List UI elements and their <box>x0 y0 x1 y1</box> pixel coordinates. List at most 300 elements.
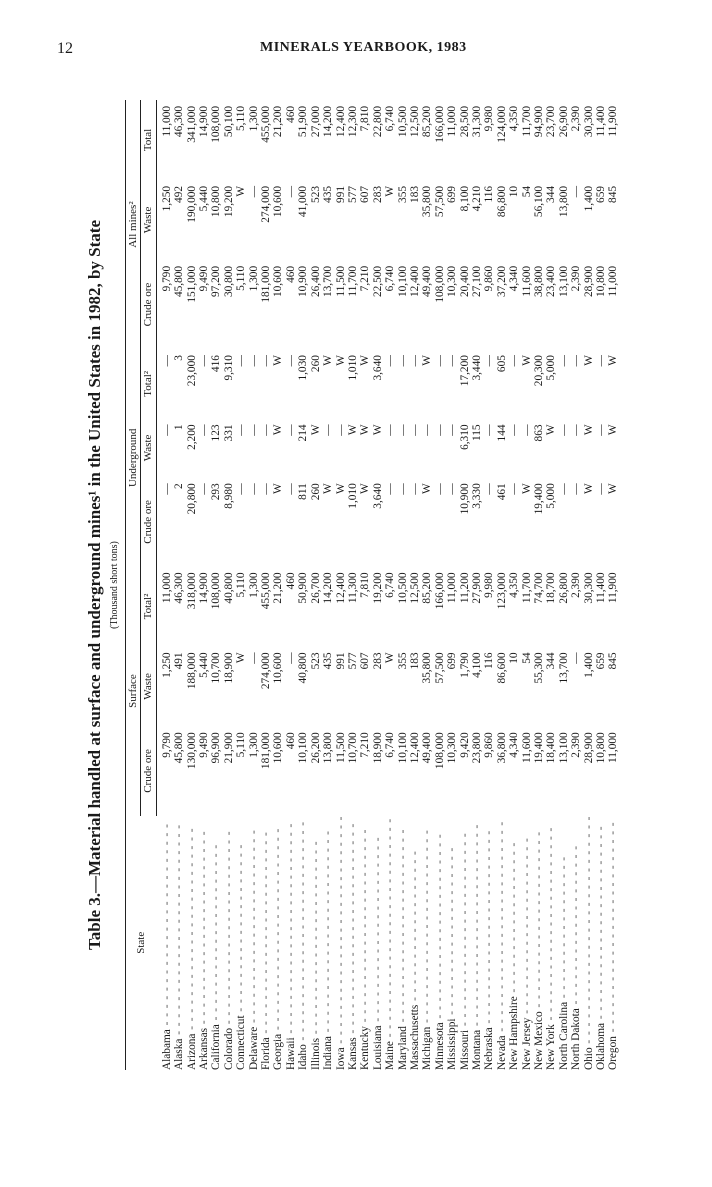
value-cell: 1,010 <box>346 483 359 509</box>
value-cell: — <box>446 424 459 436</box>
value-cell: — <box>260 355 273 367</box>
table-row <box>322 100 334 1070</box>
state-name: North Carolina <box>557 1001 570 1070</box>
value-cell: 124,000 <box>495 106 508 143</box>
state-cell <box>322 816 334 1070</box>
state-cell <box>260 816 272 1070</box>
value-cell: 1,030 <box>297 355 310 381</box>
value-cell: 9,310 <box>222 355 235 381</box>
state-name: Connecticut <box>235 1015 248 1070</box>
value-cell: 116 <box>483 652 496 669</box>
leader-dots: - - - - - - - - - - - - - - - - - - - - - - - - - - <box>384 817 397 1042</box>
leader-dots: - - - - - - - - - - - - - - - - - - - - - <box>520 837 533 1018</box>
value-cell: 144 <box>495 424 508 442</box>
leader-dots: - - - - - - - - - - - - - - - - - - - - - - - - - <box>284 822 297 1038</box>
value-cell: 12,400 <box>408 265 421 297</box>
value-cell: 455,000 <box>260 572 273 610</box>
state-name: Arizona <box>185 1033 198 1070</box>
value-cell: 991 <box>334 185 347 203</box>
state-name: Nebraska <box>483 1027 496 1070</box>
value-cell: 26,700 <box>309 572 322 604</box>
value-cell: 10 <box>508 652 521 664</box>
value-cell: 11,900 <box>607 106 620 137</box>
value-cell: 1,790 <box>458 652 471 678</box>
value-cell: 10,600 <box>272 732 285 764</box>
value-cell: 5,110 <box>235 265 248 291</box>
value-cell: 492 <box>173 185 186 203</box>
leader-dots: - - - - - - - - - - - - - - - - - - - - - - - - - <box>495 820 508 1036</box>
value-cell: 293 <box>210 483 223 501</box>
value-cell: — <box>160 355 173 367</box>
value-cell: 21,900 <box>222 732 235 764</box>
state-cell <box>335 816 347 1070</box>
value-cell: 11,900 <box>607 572 620 604</box>
state-name: New York <box>545 1024 558 1070</box>
value-cell: 10,700 <box>210 652 223 684</box>
value-cell: 2,390 <box>570 732 583 758</box>
value-cell: 318,000 <box>185 572 198 610</box>
value-cell: 10 <box>508 185 521 198</box>
value-cell: 20,300 <box>533 355 545 387</box>
state-cell <box>607 816 619 1070</box>
value-cell: 699 <box>446 652 459 670</box>
value-cell: — <box>247 424 260 436</box>
value-cell: 188,000 <box>185 652 198 690</box>
state-cell <box>248 816 260 1070</box>
value-cell: — <box>570 185 583 198</box>
value-cell: — <box>235 355 248 367</box>
value-cell: 214 <box>297 424 310 442</box>
value-cell: W <box>421 483 434 494</box>
value-cell: 5,110 <box>235 572 248 598</box>
value-cell: 10,100 <box>396 732 409 764</box>
value-cell: 9,420 <box>458 732 471 758</box>
value-cell: 5,000 <box>545 355 558 381</box>
table-row <box>483 100 495 1070</box>
value-cell: W <box>371 424 384 436</box>
value-cell: 26,800 <box>557 572 570 604</box>
value-cell: 85,200 <box>421 572 434 604</box>
state-name: New Jersey <box>520 1017 533 1070</box>
value-cell: 28,500 <box>458 106 471 138</box>
table-title: Table 3.—Material handled at surface and underground mines¹ in the United States in 1982, by State <box>85 219 104 951</box>
leader-dots: - - - - - - - - - - - - - - - - - - - - - - - - <box>470 823 483 1030</box>
value-cell: 57,500 <box>433 652 446 684</box>
leader-dots: - - - - - - - - - - - - - - - - - - - - - - - - <box>160 823 173 1030</box>
rotated-table-block <box>85 100 665 1070</box>
state-cell <box>210 816 222 1070</box>
leader-dots: - - - - - - - - - - - - - - - - - - - - - - - <box>198 830 211 1028</box>
value-cell: 607 <box>359 652 372 670</box>
state-name: Oklahoma <box>595 1022 608 1070</box>
value-cell: 9,790 <box>160 265 173 292</box>
value-cell: 36,800 <box>495 732 508 764</box>
state-cell <box>397 816 409 1070</box>
table-row <box>545 100 557 1070</box>
value-cell: 1,300 <box>247 572 260 598</box>
value-cell: 1,250 <box>160 652 173 678</box>
state-cell <box>508 816 520 1070</box>
value-cell: 19,200 <box>222 185 235 218</box>
state-cell <box>483 816 495 1070</box>
value-cell: 22,800 <box>371 106 384 138</box>
value-cell: — <box>247 483 260 495</box>
value-cell: 460 <box>284 732 297 750</box>
value-cell: 7,810 <box>359 572 372 598</box>
value-cell: 10,300 <box>446 732 459 764</box>
value-cell: — <box>384 424 397 436</box>
all-mines-header: All mines² <box>126 100 141 349</box>
state-cell <box>310 816 322 1070</box>
leader-dots: - - - - - - - - - - - - - - - - - - - - - - - <box>309 840 322 1038</box>
value-cell: — <box>396 355 409 367</box>
value-cell: 12,500 <box>408 106 421 138</box>
value-cell: W <box>520 483 533 494</box>
leader-dots: - - - - - - - - - - - - - - - - - - - - - - - - - <box>346 822 359 1038</box>
value-cell: 8,100 <box>458 185 471 212</box>
state-cell <box>186 816 198 1070</box>
value-cell: — <box>198 483 211 495</box>
value-cell: 455,000 <box>260 106 273 143</box>
table-row <box>471 100 483 1070</box>
value-cell: 435 <box>322 185 335 203</box>
table-subtitle: (Thousand short tons) <box>109 541 120 629</box>
state-cell <box>570 816 582 1070</box>
state-cell <box>372 816 384 1070</box>
value-cell: — <box>557 355 570 367</box>
value-cell: 57,500 <box>433 185 446 218</box>
state-name: Kansas <box>346 1037 359 1070</box>
value-cell: 108,000 <box>433 732 446 770</box>
value-cell: W <box>582 424 595 436</box>
value-cell: 10,500 <box>396 572 409 604</box>
value-cell: 460 <box>284 265 297 283</box>
value-cell: — <box>483 483 496 495</box>
value-cell: 54 <box>520 185 533 198</box>
value-cell: 11,700 <box>520 572 533 604</box>
value-cell: W <box>272 355 285 366</box>
value-cell: 491 <box>173 652 186 670</box>
value-cell: 108,000 <box>210 106 223 143</box>
value-cell: — <box>557 424 570 436</box>
value-cell: 27,900 <box>470 572 483 604</box>
table-row <box>335 100 347 1070</box>
value-cell: 11,000 <box>607 732 620 763</box>
value-cell: 20,400 <box>458 265 471 297</box>
value-cell: 331 <box>222 424 235 442</box>
state-cell <box>459 816 471 1070</box>
value-cell: 14,200 <box>322 106 335 138</box>
value-cell: 50,900 <box>297 572 310 604</box>
value-cell: 19,400 <box>533 483 545 515</box>
value-cell: — <box>570 483 583 495</box>
state-cell <box>471 816 483 1070</box>
leader-dots: - - - - - - - - - - - - - - - - - - - - - - - <box>595 825 608 1023</box>
table-row <box>310 100 322 1070</box>
table-row <box>347 100 359 1070</box>
state-cell <box>359 816 371 1070</box>
leader-dots: - - - - - - - - - - - - - - - - - - - - - - <box>371 836 384 1026</box>
value-cell: 1,250 <box>160 185 173 212</box>
value-cell: 96,900 <box>210 732 223 764</box>
value-cell: — <box>160 424 173 436</box>
value-cell: 2,390 <box>570 106 583 132</box>
state-name: Iowa <box>334 1047 347 1070</box>
value-cell: 31,300 <box>470 106 483 138</box>
value-cell: — <box>235 424 248 436</box>
leader-dots: - - - - - - - - - - - - - - - - - - <box>508 841 521 997</box>
table-row <box>198 100 210 1070</box>
value-cell: 23,700 <box>545 106 558 138</box>
value-cell: 97,200 <box>210 265 223 297</box>
value-cell: 6,740 <box>384 265 397 292</box>
value-cell: 13,800 <box>322 732 335 764</box>
value-cell: W <box>272 424 285 436</box>
value-cell: — <box>595 424 608 436</box>
state-name: Ohio <box>582 1047 595 1070</box>
value-cell: 10,100 <box>396 265 409 297</box>
table-row <box>272 100 284 1070</box>
value-cell: — <box>570 424 583 436</box>
leader-dots: - - - - - - - - - - - - - - - - - - - - - - - <box>545 826 558 1025</box>
table-row <box>260 100 272 1070</box>
value-cell: 5,440 <box>198 652 211 678</box>
running-head: MINERALS YEARBOOK, 1983 <box>260 40 467 55</box>
leader-dots: - - - - - - - - - - - - - - - - - - - - - - - - <box>272 827 285 1034</box>
value-cell: W <box>235 185 248 197</box>
value-cell: — <box>198 424 211 436</box>
table-row <box>248 100 260 1070</box>
all-crude-ore-header: Crude ore <box>141 260 156 349</box>
value-cell: 51,900 <box>297 106 310 138</box>
value-cell: 14,200 <box>322 572 335 604</box>
state-cell <box>223 816 235 1070</box>
value-cell: — <box>508 355 521 367</box>
value-cell: W <box>346 424 359 436</box>
value-cell: W <box>545 424 558 436</box>
all-waste-header: Waste <box>141 180 156 260</box>
value-cell: 344 <box>545 185 558 203</box>
value-cell: 12,300 <box>346 106 359 138</box>
value-cell: 12,400 <box>334 106 347 138</box>
value-cell: 863 <box>533 424 545 442</box>
value-cell: — <box>595 483 608 495</box>
value-cell: — <box>198 355 211 367</box>
surface-header: Surface <box>126 567 141 816</box>
leader-dots: - - - - - - - - - - - - - - - - - - - - <box>446 846 459 1019</box>
value-cell: W <box>334 483 347 494</box>
value-cell: W <box>359 355 372 366</box>
value-cell: 274,000 <box>260 652 273 690</box>
value-cell: 12,400 <box>334 572 347 604</box>
value-cell: — <box>260 483 273 495</box>
surface-crude-ore-header: Crude ore <box>141 726 156 815</box>
value-cell: 10,900 <box>458 483 471 515</box>
state-name: Michigan <box>421 1026 434 1070</box>
table-row <box>459 100 471 1070</box>
value-cell: 4,340 <box>508 732 521 758</box>
value-cell: 605 <box>495 355 508 373</box>
value-cell: 1,300 <box>247 732 260 758</box>
value-cell: 45,800 <box>173 732 186 764</box>
value-cell: 13,700 <box>322 265 335 297</box>
value-cell: 23,800 <box>470 732 483 764</box>
surface-waste-header: Waste <box>141 646 156 726</box>
value-cell: 341,000 <box>185 106 198 143</box>
value-cell: 1,010 <box>346 355 359 381</box>
leader-dots: - - - - - - - - - - - - - - - - - - - - - <box>533 831 545 1012</box>
table-row <box>570 100 582 1070</box>
value-cell: 10,800 <box>595 265 608 297</box>
value-cell: 46,300 <box>173 572 186 604</box>
value-cell: 2 <box>173 483 186 489</box>
value-cell: — <box>260 424 273 436</box>
value-cell: 10,100 <box>297 732 310 764</box>
value-cell: 6,740 <box>384 572 397 598</box>
value-cell: — <box>396 483 409 495</box>
value-cell: 9,860 <box>483 265 496 292</box>
table-row <box>173 100 185 1070</box>
value-cell: 11,300 <box>346 572 359 604</box>
state-cell <box>446 816 458 1070</box>
value-cell: 699 <box>446 185 459 203</box>
surface-total-header: Total² <box>141 567 156 647</box>
value-cell: W <box>359 424 372 436</box>
value-cell: — <box>408 424 421 436</box>
value-cell: 11,000 <box>607 265 620 297</box>
value-cell: 1 <box>173 424 186 431</box>
value-cell: 13,800 <box>557 185 570 218</box>
table-row <box>558 100 570 1070</box>
value-cell: 26,400 <box>309 265 322 297</box>
state-name: Oregon <box>607 1036 620 1070</box>
value-cell: 74,700 <box>533 572 545 604</box>
leader-dots: - - - - - - - - - - - - - - - - - - - - <box>235 843 248 1016</box>
value-cell: 37,200 <box>495 265 508 297</box>
leader-dots: - - - - - - - - - - - - - - - - - - - - - - - - - - - <box>334 815 347 1048</box>
value-cell: 4,340 <box>508 265 521 292</box>
leader-dots: - - - - - - - - - - - - - - - - - - - - - - - <box>396 828 409 1027</box>
value-cell: 460 <box>284 106 297 123</box>
value-cell: 9,790 <box>160 732 173 758</box>
state-cell <box>235 816 247 1070</box>
value-cell: 28,900 <box>582 265 595 297</box>
state-name: Florida <box>260 1037 273 1070</box>
all-total-header: Total <box>141 100 156 180</box>
value-cell: 460 <box>284 572 297 590</box>
table-row <box>496 100 508 1070</box>
value-cell: 3,640 <box>371 483 384 509</box>
value-cell: 151,000 <box>185 265 198 303</box>
state-name: Nevada <box>495 1035 508 1070</box>
value-cell: 9,490 <box>198 732 211 758</box>
value-cell: W <box>607 355 620 366</box>
state-cell <box>496 816 508 1070</box>
table-row <box>297 100 309 1070</box>
value-cell: 181,000 <box>260 265 273 303</box>
underground-header: Underground <box>126 349 141 566</box>
state-cell <box>347 816 359 1070</box>
underground-total-header: Total² <box>141 349 156 418</box>
value-cell: 11,000 <box>446 106 459 137</box>
value-cell: 130,000 <box>185 732 198 770</box>
value-cell: 20,800 <box>185 483 198 515</box>
state-cell <box>384 816 396 1070</box>
value-cell: W <box>384 652 397 664</box>
material-handled-table <box>125 100 620 1070</box>
value-cell: 10,600 <box>272 185 285 218</box>
state-cell <box>198 816 210 1070</box>
value-cell: 3,640 <box>371 355 384 381</box>
value-cell: 40,800 <box>297 652 310 684</box>
value-cell: 19,200 <box>371 572 384 604</box>
leader-dots: - - - - - - - - - - - - - - - - - - - - - <box>210 843 223 1025</box>
state-name: Maine <box>384 1041 397 1070</box>
value-cell: — <box>384 483 397 495</box>
value-cell: 166,000 <box>433 106 446 143</box>
value-cell: 12,400 <box>408 732 421 764</box>
value-cell: 11,400 <box>595 106 608 137</box>
value-cell: 6,740 <box>384 106 397 132</box>
value-cell: 10,600 <box>272 652 285 684</box>
value-cell: 9,860 <box>483 732 496 758</box>
value-cell: — <box>483 355 496 367</box>
value-cell: 86,800 <box>495 185 508 218</box>
table-row <box>156 100 173 1070</box>
value-cell: 28,900 <box>582 732 595 764</box>
state-name: Georgia <box>272 1033 285 1070</box>
value-cell: 2,390 <box>570 265 583 292</box>
value-cell: 11,700 <box>520 106 533 137</box>
value-cell: 108,000 <box>433 265 446 303</box>
value-cell: 8,980 <box>222 483 235 509</box>
value-cell: 94,900 <box>533 106 545 138</box>
value-cell: 607 <box>359 185 372 203</box>
value-cell: 4,350 <box>508 106 521 132</box>
state-name: Montana <box>470 1029 483 1070</box>
state-name: Hawaii <box>284 1037 297 1070</box>
table-row <box>607 100 619 1070</box>
value-cell: 49,400 <box>421 732 434 764</box>
leader-dots: - - - - - - - - - - - - - - - - - - - - - - - <box>247 829 260 1027</box>
value-cell: 260 <box>309 483 322 501</box>
leader-dots: - - - - - - - - - - - - - - - - - - - - - - - <box>359 828 372 1027</box>
state-cell <box>545 816 557 1070</box>
value-cell: 577 <box>346 185 359 203</box>
value-cell: W <box>520 355 533 366</box>
state-name: Kentucky <box>359 1026 372 1070</box>
value-cell: 991 <box>334 652 347 670</box>
value-cell: — <box>483 424 496 436</box>
value-cell: W <box>359 483 372 494</box>
state-name: Illinois <box>309 1037 322 1070</box>
value-cell: 7,810 <box>359 106 372 132</box>
value-cell: 85,200 <box>421 106 434 138</box>
value-cell: W <box>272 483 285 494</box>
value-cell: W <box>322 355 335 366</box>
leader-dots: - - - - - - - - - - - - - - - - - <box>557 855 570 1002</box>
table-row <box>446 100 458 1070</box>
value-cell: 11,200 <box>458 572 471 604</box>
value-cell: W <box>334 355 347 366</box>
value-cell: — <box>408 483 421 495</box>
value-cell: 845 <box>607 652 620 670</box>
value-cell: 181,000 <box>260 732 273 770</box>
state-name: Mississippi <box>446 1018 459 1070</box>
value-cell: — <box>508 424 521 436</box>
value-cell: 30,300 <box>582 572 595 604</box>
value-cell: W <box>607 483 620 494</box>
